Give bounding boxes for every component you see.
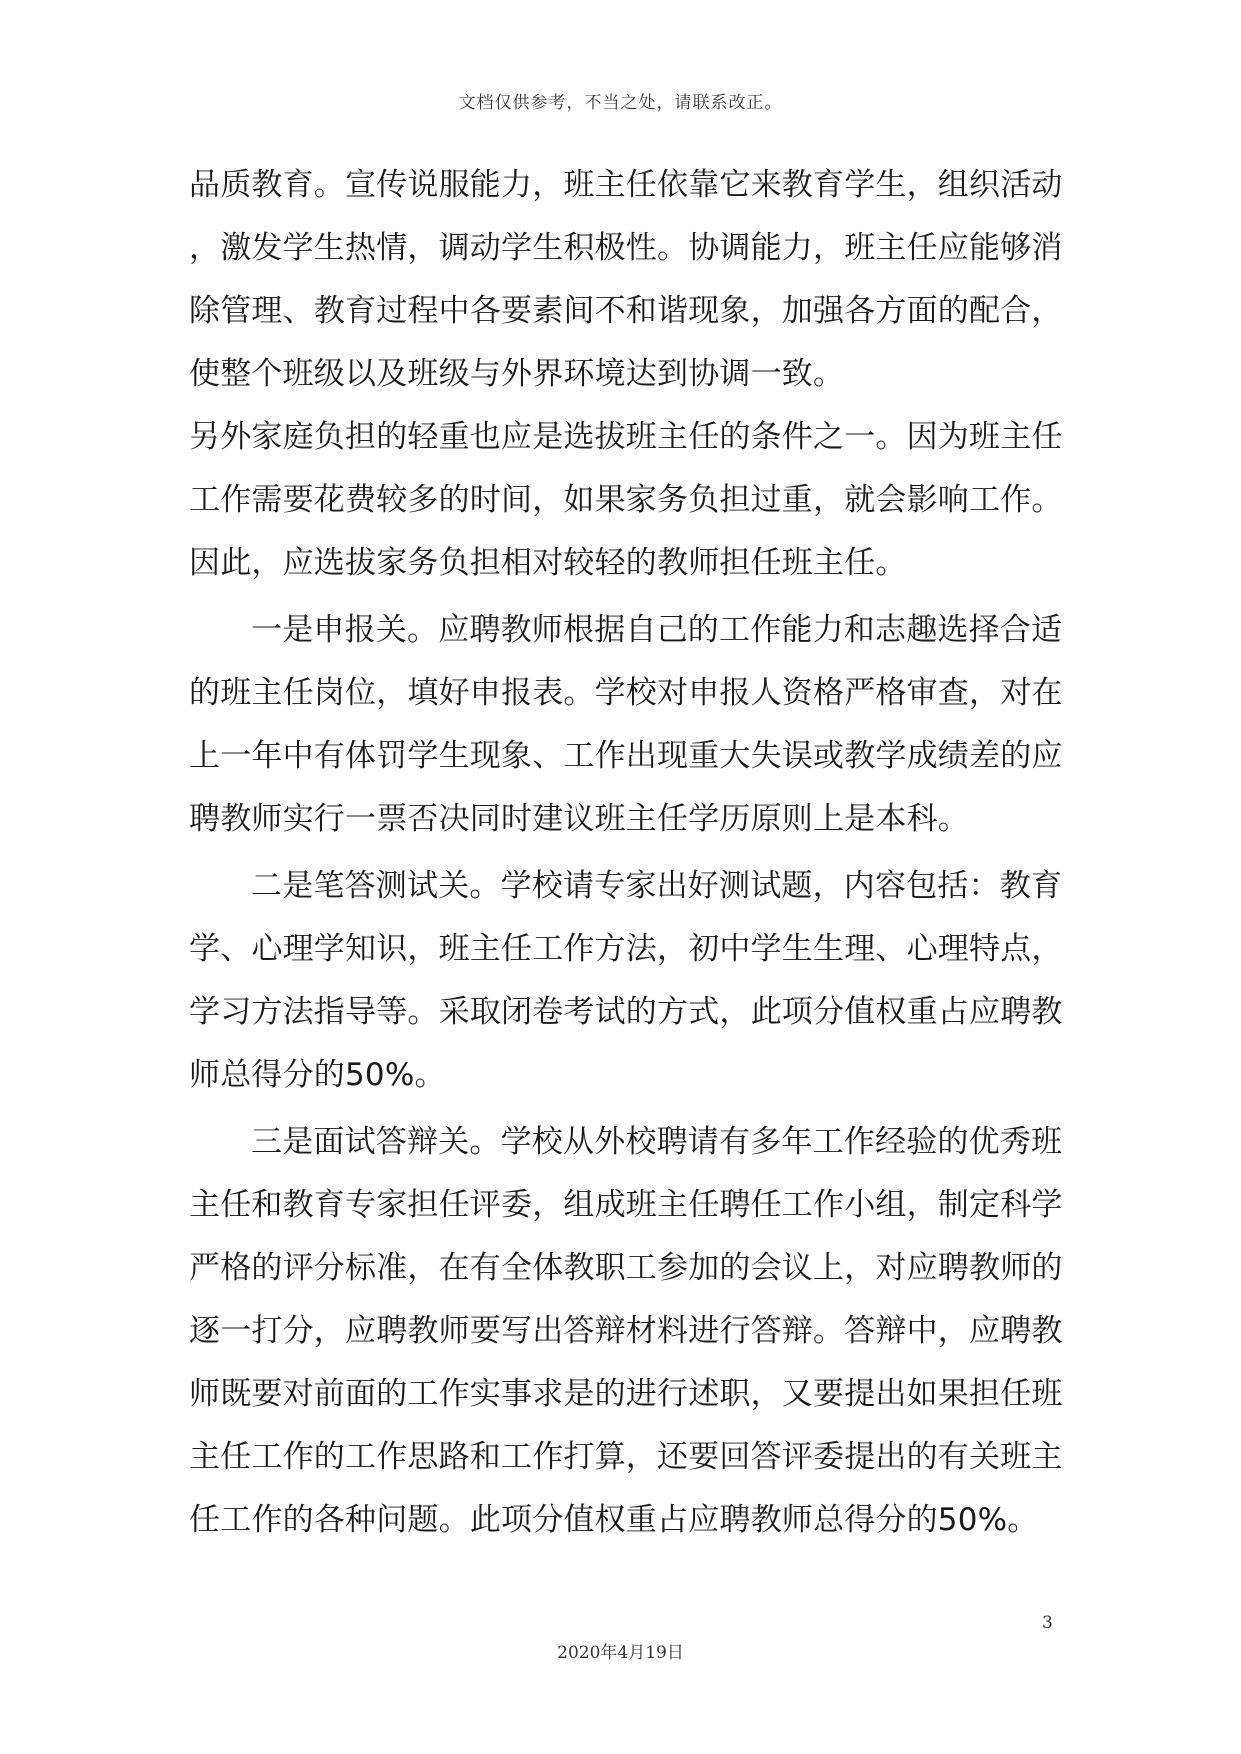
document-body (189, 162, 1063, 1560)
page-number: 3 (1042, 1613, 1053, 1633)
body-line: 因此，应选拔家务负担相对较轻的教师担任班主任。 (189, 545, 907, 581)
body-line: 逐一打分，应聘教师要写出答辩材料进行答辩。答辩中，应聘教 (189, 1313, 1063, 1349)
body-line: 品质教育。宣传说服能力，班主任依靠它来教育学生，组织活动 (189, 167, 1063, 203)
body-line: 主任工作的工作思路和工作打算，还要回答评委提出的有关班主 (189, 1439, 1063, 1475)
body-line: ，激发学生热情，调动学生积极性。协调能力，班主任应能够消 (189, 230, 1063, 266)
body-line: 师总得分的50%。 (189, 1057, 446, 1093)
body-line: 主任和教育专家担任评委，组成班主任聘任工作小组，制定科学 (189, 1187, 1063, 1223)
paragraph-first-line: 三是面试答辩关。学校从外校聘请有多年工作经验的优秀班 (251, 1124, 1063, 1160)
body-line: 使整个班级以及班级与外界环境达到协调一致。 (189, 356, 845, 392)
body-line: 学、心理学知识，班主任工作方法，初中学生生理、心理特点， (189, 931, 1063, 967)
body-line: 的班主任岗位，填好申报表。学校对申报人资格严格审查，对在 (189, 675, 1063, 711)
body-line: 另外家庭负担的轻重也应是选拔班主任的条件之一。因为班主任 (189, 419, 1063, 455)
body-line: 除管理、教育过程中各要素间不和谐现象，加强各方面的配合， (189, 293, 1063, 329)
body-line: 上一年中有体罚学生现象、工作出现重大失误或教学成绩差的应 (189, 738, 1063, 774)
body-line: 聘教师实行一票否决同时建议班主任学历原则上是本科。 (189, 801, 969, 837)
paragraph-first-line: 一是申报关。应聘教师根据自己的工作能力和志趣选择合适 (251, 612, 1063, 648)
footer-date: 2020年4月19日 (557, 1643, 684, 1663)
body-line: 学习方法指导等。采取闭卷考试的方式，此项分值权重占应聘教 (189, 994, 1063, 1030)
body-line: 严格的评分标准，在有全体教职工参加的会议上，对应聘教师的 (189, 1250, 1063, 1286)
body-line: 任工作的各种问题。此项分值权重占应聘教师总得分的50%。 (189, 1502, 1039, 1538)
paragraph-first-line: 二是笔答测试关。学校请专家出好测试题，内容包括：教育 (251, 868, 1063, 904)
body-line: 工作需要花费较多的时间，如果家务负担过重，就会影响工作。 (189, 482, 1063, 518)
body-line: 师既要对前面的工作实事求是的进行述职，又要提出如果担任班 (189, 1376, 1063, 1412)
header-disclaimer: 文档仅供参考，不当之处，请联系改正。 (458, 93, 783, 113)
